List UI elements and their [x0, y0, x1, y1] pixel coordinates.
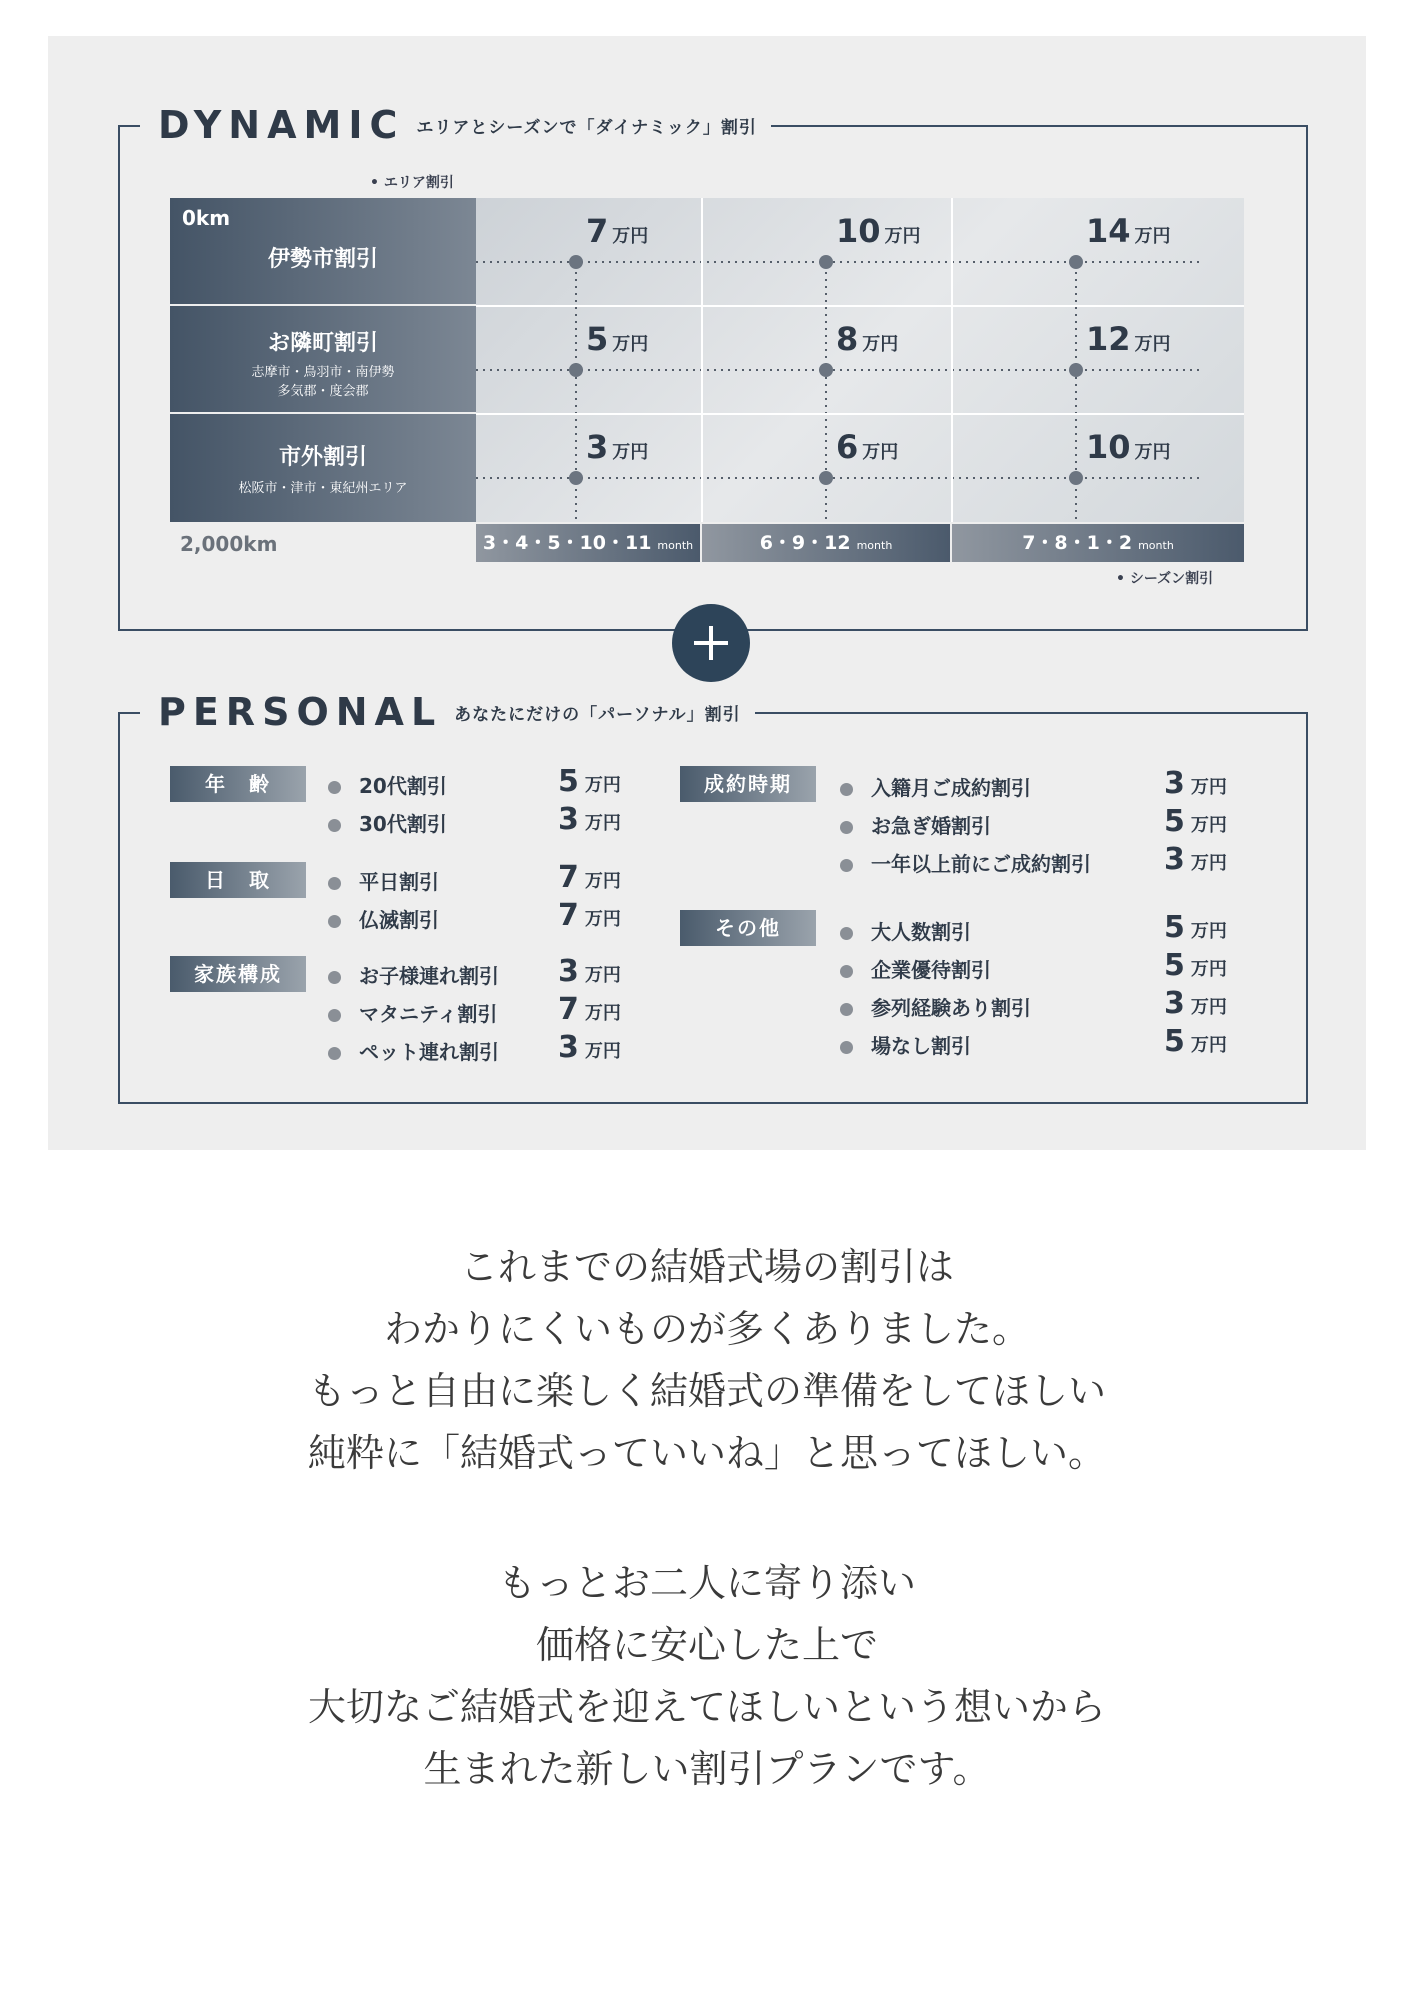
- row-sub: 松阪市・津市・東紀州エリア: [238, 481, 408, 496]
- category-date: 日 取: [170, 862, 306, 898]
- row-head-neighbor: [170, 306, 476, 412]
- bullet-dot: [840, 859, 853, 872]
- category-age: 年 齢: [170, 766, 306, 802]
- bullet-dot: [328, 915, 341, 928]
- bullet-dot: [840, 1041, 853, 1054]
- personal-subtitle: あなたにだけの「パーソナル」割引: [454, 704, 741, 725]
- discount-value: 3 万円: [1164, 986, 1227, 1021]
- dynamic-heading: [140, 103, 771, 150]
- discount-item: 20代割引: [328, 770, 447, 799]
- discount-value: 3 万円: [558, 1030, 621, 1065]
- plus-icon: [672, 604, 750, 682]
- discount-value: 7 万円: [558, 860, 621, 895]
- bullet-dot: [328, 1047, 341, 1060]
- discount-item: 大人数割引: [840, 916, 971, 945]
- discount-item: 参列経験あり割引: [840, 992, 1031, 1021]
- discount-item: 30代割引: [328, 808, 447, 837]
- bullet-dot: [840, 1003, 853, 1016]
- discount-value: 7 万円: [558, 992, 621, 1027]
- discount-item: 仏滅割引: [328, 904, 439, 933]
- amount-value: 5 万円: [586, 320, 649, 358]
- amount-value: 7 万円: [586, 212, 649, 250]
- discount-value: 3 万円: [1164, 842, 1227, 877]
- message-line: 大切なご結婚式を迎えてほしいという想いから: [307, 1685, 1106, 1729]
- discount-value: 7 万円: [558, 898, 621, 933]
- message-line: もっと自由に楽しく結婚式の準備をしてほしい: [307, 1369, 1106, 1413]
- message-line: もっとお二人に寄り添い: [497, 1561, 916, 1605]
- bullet-dot: [328, 1009, 341, 1022]
- km-start-label: 0km: [182, 206, 231, 230]
- row-head-ise: [170, 198, 476, 304]
- discount-item: お急ぎ婚割引: [840, 810, 991, 839]
- bullet-dot: [328, 781, 341, 794]
- area-discount-note: • エリア割引: [370, 175, 454, 191]
- amount-value: 3 万円: [586, 428, 649, 466]
- row-head-outside: [170, 414, 476, 522]
- category-timing: 成約時期: [680, 766, 816, 802]
- discount-item: マタニティ割引: [328, 998, 497, 1027]
- season-bar: 6・9・12 month: [702, 524, 950, 562]
- discount-value: 3 万円: [558, 954, 621, 989]
- bullet-dot: [840, 965, 853, 978]
- discount-value: 5 万円: [1164, 910, 1227, 945]
- row-name: 市外割引: [278, 445, 367, 470]
- message-paragraph-1: [0, 1236, 1414, 1484]
- amount-value: 14 万円: [1086, 212, 1171, 250]
- amount-value: 8 万円: [836, 320, 899, 358]
- discount-item: 場なし割引: [840, 1030, 971, 1059]
- discount-value: 5 万円: [1164, 948, 1227, 983]
- discount-value: 5 万円: [1164, 1024, 1227, 1059]
- message-line: これまでの結婚式場の割引は: [459, 1245, 954, 1289]
- amount-value: 10 万円: [1086, 428, 1171, 466]
- message-line: 純粋に「結婚式っていいね」と思ってほしい。: [307, 1431, 1106, 1475]
- amount-value: 10 万円: [836, 212, 921, 250]
- row-sub: 多気郡・度会郡: [277, 384, 369, 399]
- bullet-dot: [840, 783, 853, 796]
- personal-heading: [140, 690, 755, 737]
- row-name: 伊勢市割引: [267, 247, 378, 272]
- discount-item: 平日割引: [328, 866, 439, 895]
- season-discount-note: • シーズン割引: [1116, 571, 1214, 587]
- message-line: 価格に安心した上で: [535, 1623, 878, 1667]
- bullet-dot: [328, 971, 341, 984]
- personal-title: PERSONAL: [158, 690, 443, 734]
- row-name: お隣町割引: [267, 331, 378, 356]
- season-bar: 7・8・1・2 month: [952, 524, 1244, 562]
- bullet-dot: [840, 821, 853, 834]
- discount-value: 3 万円: [558, 802, 621, 837]
- dynamic-subtitle: エリアとシーズンで「ダイナミック」割引: [416, 117, 757, 138]
- category-family: 家族構成: [170, 956, 306, 992]
- category-other: その他: [680, 910, 816, 946]
- message-line: わかりにくいものが多くありました。: [383, 1307, 1030, 1351]
- bullet-dot: [328, 819, 341, 832]
- discount-value: 5 万円: [558, 764, 621, 799]
- row-sub: 志摩市・鳥羽市・南伊勢: [251, 365, 395, 380]
- km-end-label: 2,000km: [180, 532, 278, 556]
- discount-item: 入籍月ご成約割引: [840, 772, 1031, 801]
- message-line: 生まれた新しい割引プランです。: [423, 1747, 991, 1791]
- discount-item: お子様連れ割引: [328, 960, 499, 989]
- amount-value: 6 万円: [836, 428, 899, 466]
- message-paragraph-2: [0, 1552, 1414, 1800]
- discount-item: 企業優待割引: [840, 954, 991, 983]
- season-bar: 3・4・5・10・11 month: [476, 524, 700, 562]
- discount-value: 5 万円: [1164, 804, 1227, 839]
- bullet-dot: [328, 877, 341, 890]
- amount-value: 12 万円: [1086, 320, 1171, 358]
- discount-value: 3 万円: [1164, 766, 1227, 801]
- discount-item: ペット連れ割引: [328, 1036, 499, 1065]
- bullet-dot: [840, 927, 853, 940]
- dynamic-title: DYNAMIC: [158, 103, 405, 147]
- dynamic-grid: [170, 198, 1244, 562]
- discount-item: 一年以上前にご成約割引: [840, 848, 1091, 877]
